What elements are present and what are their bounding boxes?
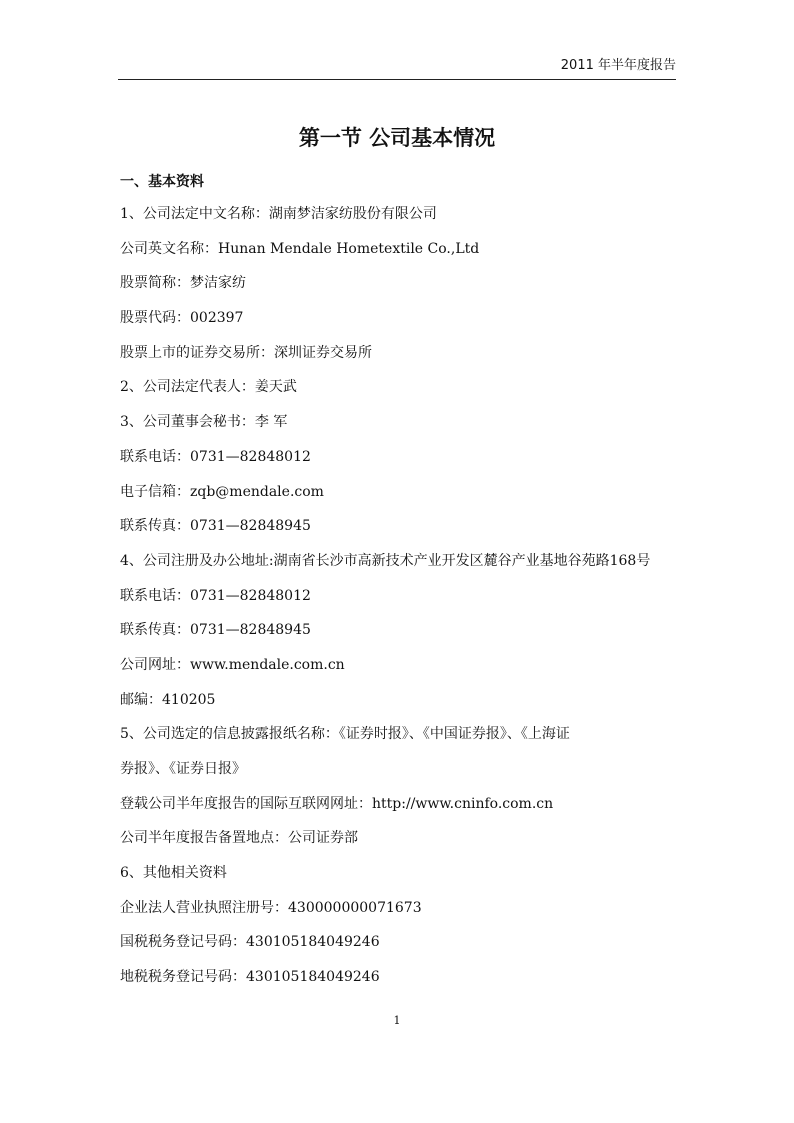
info-line-other-heading: 6、其他相关资料 xyxy=(120,865,227,882)
info-line-fax: 联系传真：0731—82848945 xyxy=(120,518,311,535)
info-line-chinese-name: 1、公司法定中文名称：湖南梦洁家纺股份有限公司 xyxy=(120,206,437,222)
info-line-postcode: 邮编：410205 xyxy=(120,691,216,708)
subheading-basic-info: 一、基本资料 xyxy=(120,174,204,190)
info-line-english-name: 公司英文名称：Hunan Mendale Hometextile Co.,Ltd xyxy=(120,240,480,257)
info-line-phone-2: 联系电话：0731—82848012 xyxy=(120,587,311,604)
page-number: 1 xyxy=(393,1014,401,1027)
info-line-legal-rep: 2、公司法定代表人：姜天武 xyxy=(120,379,297,396)
info-line-phone: 联系电话：0731—82848012 xyxy=(120,448,311,465)
info-line-website: 公司网址：www.mendale.com.cn xyxy=(120,656,345,673)
basic-info-list xyxy=(120,201,680,999)
info-line-national-tax-no: 国税税务登记号码：430105184049246 xyxy=(120,934,380,951)
info-line-report-url: 登载公司半年度报告的国际互联网网址：http://www.cninfo.com.cn xyxy=(120,795,554,812)
info-line-license-no: 企业法人营业执照注册号：430000000071673 xyxy=(120,899,422,916)
info-line-stock-code: 股票代码：002397 xyxy=(120,310,244,327)
info-line-report-location: 公司半年度报告备置地点：公司证券部 xyxy=(120,830,358,847)
section-title: 第一节 公司基本情况 xyxy=(298,126,496,150)
info-line-stock-abbr: 股票简称：梦洁家纺 xyxy=(120,275,246,292)
info-line-exchange: 股票上市的证券交易所：深圳证券交易所 xyxy=(120,344,372,361)
info-line-fax-2: 联系传真：0731—82848945 xyxy=(120,622,311,639)
info-line-email: 电子信箱：zqb@mendale.com xyxy=(120,483,324,500)
info-line-local-tax-no: 地税税务登记号码：430105184049246 xyxy=(120,969,380,986)
info-line-address: 4、公司注册及办公地址:湖南省长沙市高新技术产业开发区麓谷产业基地谷苑路168号 xyxy=(120,552,651,569)
header-rule xyxy=(118,79,676,80)
report-header: 2011 年半年度报告 xyxy=(560,58,676,73)
info-line-newspapers-cont: 券报》、《证券日报》 xyxy=(120,761,246,777)
info-line-newspapers: 5、公司选定的信息披露报纸名称：《证券时报》、《中国证券报》、《上海证 xyxy=(120,726,570,743)
info-line-board-secretary: 3、公司董事会秘书：李 军 xyxy=(120,414,288,431)
